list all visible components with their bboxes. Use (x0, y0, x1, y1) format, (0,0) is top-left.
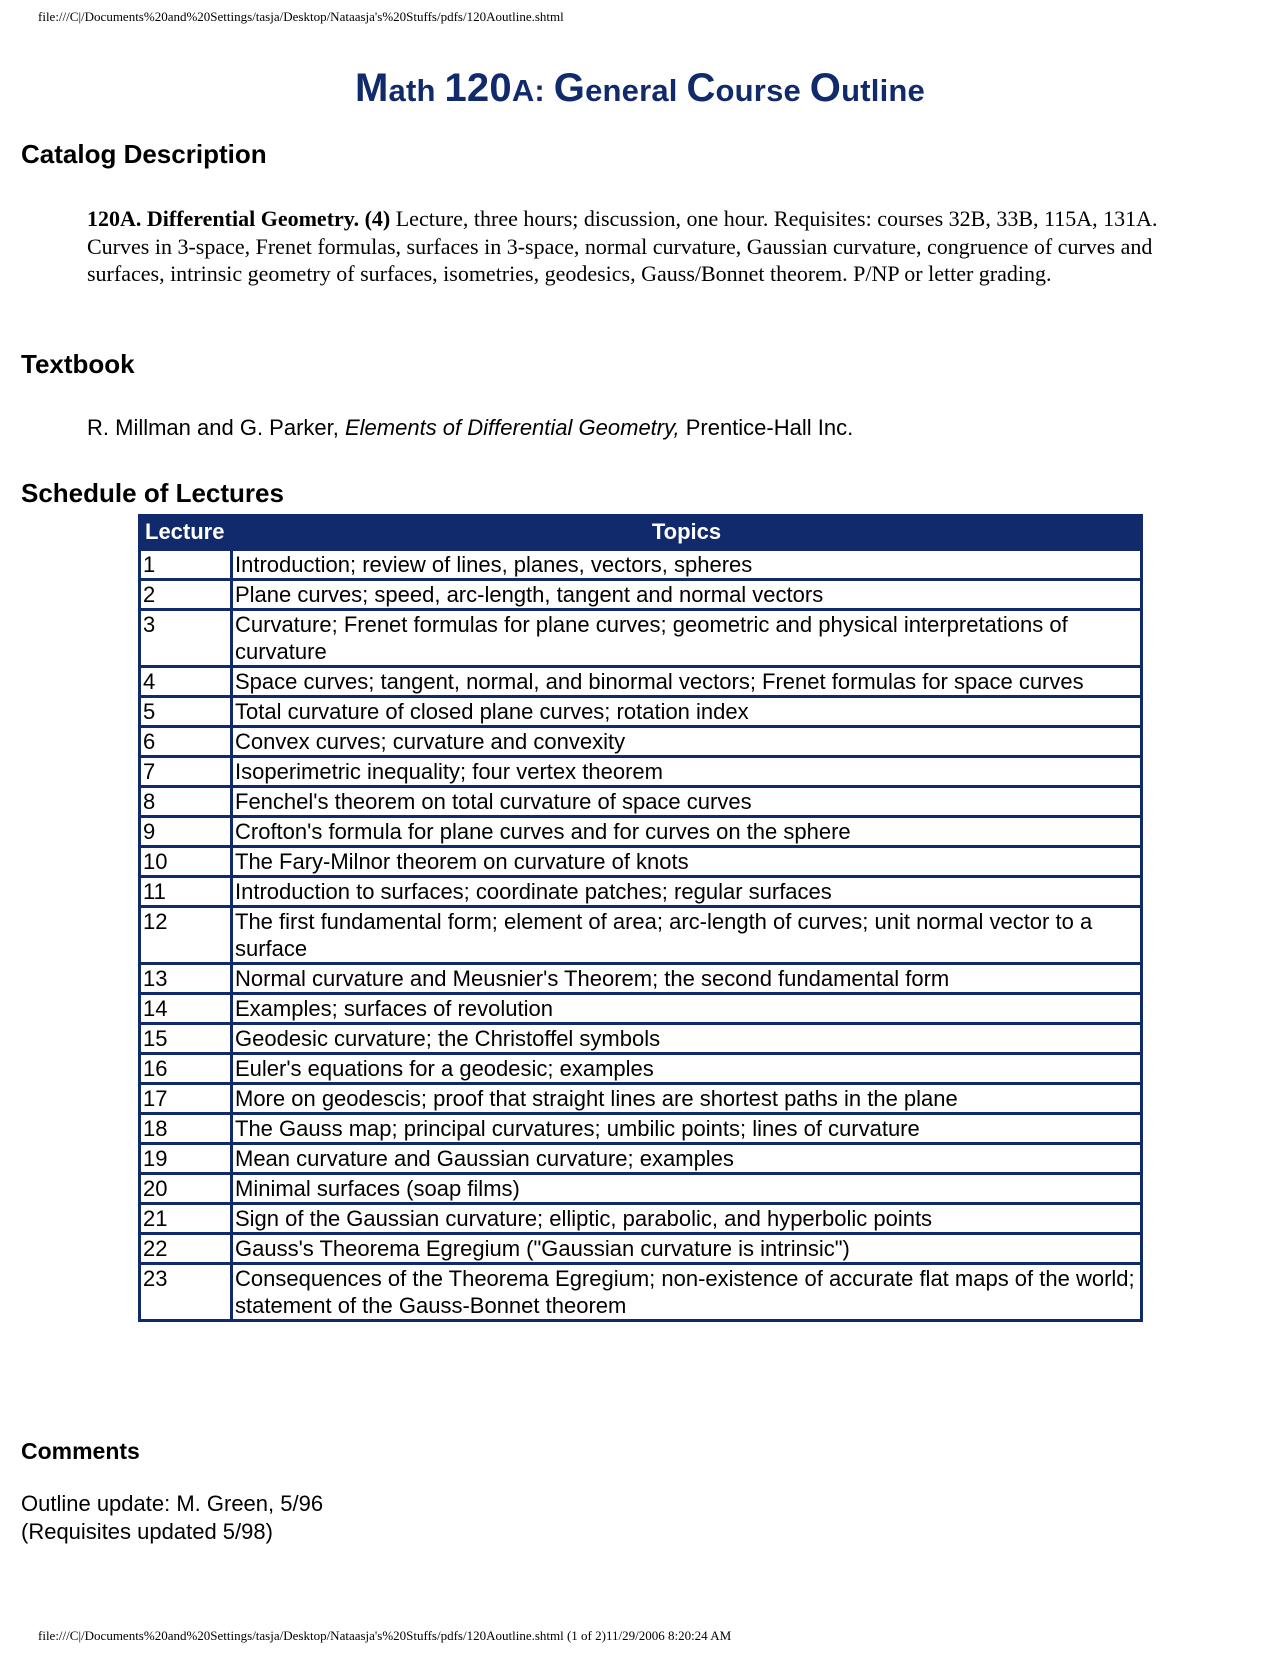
catalog-description (87, 205, 1167, 288)
table-row (140, 817, 1142, 847)
table-row (140, 1024, 1142, 1054)
comments-text (21, 1490, 323, 1546)
lecture-number-cell: 23 (140, 1264, 232, 1321)
lecture-number-cell: 18 (140, 1114, 232, 1144)
lecture-schedule-table (138, 514, 1143, 1322)
lecture-number-cell: 8 (140, 787, 232, 817)
lecture-number-cell: 19 (140, 1144, 232, 1174)
lecture-number-cell: 5 (140, 697, 232, 727)
outline-update-line: Outline update: M. Green, 5/96 (21, 1491, 324, 1516)
lecture-topic-cell: Curvature; Frenet formulas for plane curves; geometric and physical interpretations of curvature (232, 610, 1142, 667)
table-row (140, 907, 1142, 964)
lecture-topic-cell: Introduction; review of lines, planes, vectors, spheres (232, 550, 1142, 580)
page-title: Math 120A: General Course Outline (355, 66, 925, 110)
table-row (140, 964, 1142, 994)
table-row (140, 1234, 1142, 1264)
course-details: Lecture, three hours; discussion, one hour. Requisites: courses 32B, 33B, 115A, 131A. Curves in 3-space, Frenet formulas, surfaces in 3-space, normal curvature, Gaussian curvature, congruence of curves and surfaces, intrinsic geometry of surfaces, isometries, geodesics, Gauss/Bonnet theorem. P/NP or letter grading. (87, 206, 1158, 286)
lecture-topic-cell: Geodesic curvature; the Christoffel symbols (232, 1024, 1142, 1054)
lecture-number-cell: 11 (140, 877, 232, 907)
lecture-number-cell: 3 (140, 610, 232, 667)
textbook-authors: R. Millman and G. Parker, (87, 415, 345, 440)
lecture-number-cell: 7 (140, 757, 232, 787)
lecture-number-cell: 12 (140, 907, 232, 964)
table-row (140, 1054, 1142, 1084)
print-header-url: file:///C|/Documents%20and%20Settings/tasja/Desktop/Nataasja's%20Stuffs/pdfs/120Aoutline.shtml (38, 9, 564, 24)
table-row (140, 757, 1142, 787)
lecture-number-cell: 4 (140, 667, 232, 697)
lecture-topic-cell: Space curves; tangent, normal, and binormal vectors; Frenet formulas for space curves (232, 667, 1142, 697)
lecture-topic-cell: The Gauss map; principal curvatures; umbilic points; lines of curvature (232, 1114, 1142, 1144)
lecture-number-cell: 17 (140, 1084, 232, 1114)
lecture-number-cell: 1 (140, 550, 232, 580)
lecture-topic-cell: Convex curves; curvature and convexity (232, 727, 1142, 757)
table-row (140, 1144, 1142, 1174)
table-row (140, 580, 1142, 610)
table-row (140, 1174, 1142, 1204)
lecture-topic-cell: Examples; surfaces of revolution (232, 994, 1142, 1024)
lecture-topic-cell: Gauss's Theorema Egregium ("Gaussian curvature is intrinsic") (232, 1234, 1142, 1264)
requisites-update-line: (Requisites updated 5/98) (21, 1519, 273, 1544)
lecture-number-cell: 13 (140, 964, 232, 994)
lecture-column-header: Lecture (140, 516, 232, 550)
textbook-publisher: Prentice-Hall Inc. (679, 415, 854, 440)
lecture-number-cell: 22 (140, 1234, 232, 1264)
lecture-topic-cell: The Fary-Milnor theorem on curvature of knots (232, 847, 1142, 877)
table-row (140, 787, 1142, 817)
table-row (140, 1114, 1142, 1144)
catalog-heading: Catalog Description (21, 139, 267, 169)
lecture-topic-cell: Fenchel's theorem on total curvature of space curves (232, 787, 1142, 817)
lecture-number-cell: 2 (140, 580, 232, 610)
table-header-row (140, 516, 1142, 550)
lecture-topic-cell: Sign of the Gaussian curvature; elliptic, parabolic, and hyperbolic points (232, 1204, 1142, 1234)
table-row (140, 1204, 1142, 1234)
lecture-topic-cell: Normal curvature and Meusnier's Theorem; the second fundamental form (232, 964, 1142, 994)
lecture-topic-cell: Total curvature of closed plane curves; rotation index (232, 697, 1142, 727)
table-row (140, 550, 1142, 580)
textbook-heading: Textbook (21, 349, 135, 379)
table-row (140, 667, 1142, 697)
table-body (140, 550, 1142, 1321)
table-row (140, 994, 1142, 1024)
table-row (140, 1264, 1142, 1321)
lecture-topic-cell: Mean curvature and Gaussian curvature; examples (232, 1144, 1142, 1174)
comments-heading: Comments (21, 1438, 140, 1464)
lecture-topic-cell: Introduction to surfaces; coordinate patches; regular surfaces (232, 877, 1142, 907)
print-footer-url: file:///C|/Documents%20and%20Settings/tasja/Desktop/Nataasja's%20Stuffs/pdfs/120Aoutline.shtml (1 of 2)11/29/2006 8:20:24 AM (38, 1628, 732, 1643)
lecture-number-cell: 21 (140, 1204, 232, 1234)
lecture-number-cell: 10 (140, 847, 232, 877)
table-row (140, 847, 1142, 877)
lecture-number-cell: 15 (140, 1024, 232, 1054)
lecture-topic-cell: Minimal surfaces (soap films) (232, 1174, 1142, 1204)
lecture-number-cell: 9 (140, 817, 232, 847)
table-row (140, 1084, 1142, 1114)
table-row (140, 610, 1142, 667)
textbook-citation (87, 415, 853, 441)
lecture-number-cell: 6 (140, 727, 232, 757)
lecture-topic-cell: Euler's equations for a geodesic; examples (232, 1054, 1142, 1084)
lecture-number-cell: 16 (140, 1054, 232, 1084)
topics-column-header: Topics (232, 516, 1142, 550)
table-row (140, 697, 1142, 727)
table-row (140, 727, 1142, 757)
lecture-number-cell: 14 (140, 994, 232, 1024)
lecture-number-cell: 20 (140, 1174, 232, 1204)
schedule-heading: Schedule of Lectures (21, 478, 284, 508)
lecture-topic-cell: Plane curves; speed, arc-length, tangent and normal vectors (232, 580, 1142, 610)
lecture-topic-cell: The first fundamental form; element of area; arc-length of curves; unit normal vector to a surface (232, 907, 1142, 964)
course-name: 120A. Differential Geometry. (4) (87, 206, 391, 231)
table-row (140, 877, 1142, 907)
lecture-topic-cell: Crofton's formula for plane curves and for curves on the sphere (232, 817, 1142, 847)
lecture-topic-cell: Consequences of the Theorema Egregium; non-existence of accurate flat maps of the world; statement of the Gauss-Bonnet theorem (232, 1264, 1142, 1321)
textbook-title: Elements of Differential Geometry, (344, 415, 680, 440)
lecture-topic-cell: More on geodescis; proof that straight lines are shortest paths in the plane (232, 1084, 1142, 1114)
lecture-topic-cell: Isoperimetric inequality; four vertex theorem (232, 757, 1142, 787)
